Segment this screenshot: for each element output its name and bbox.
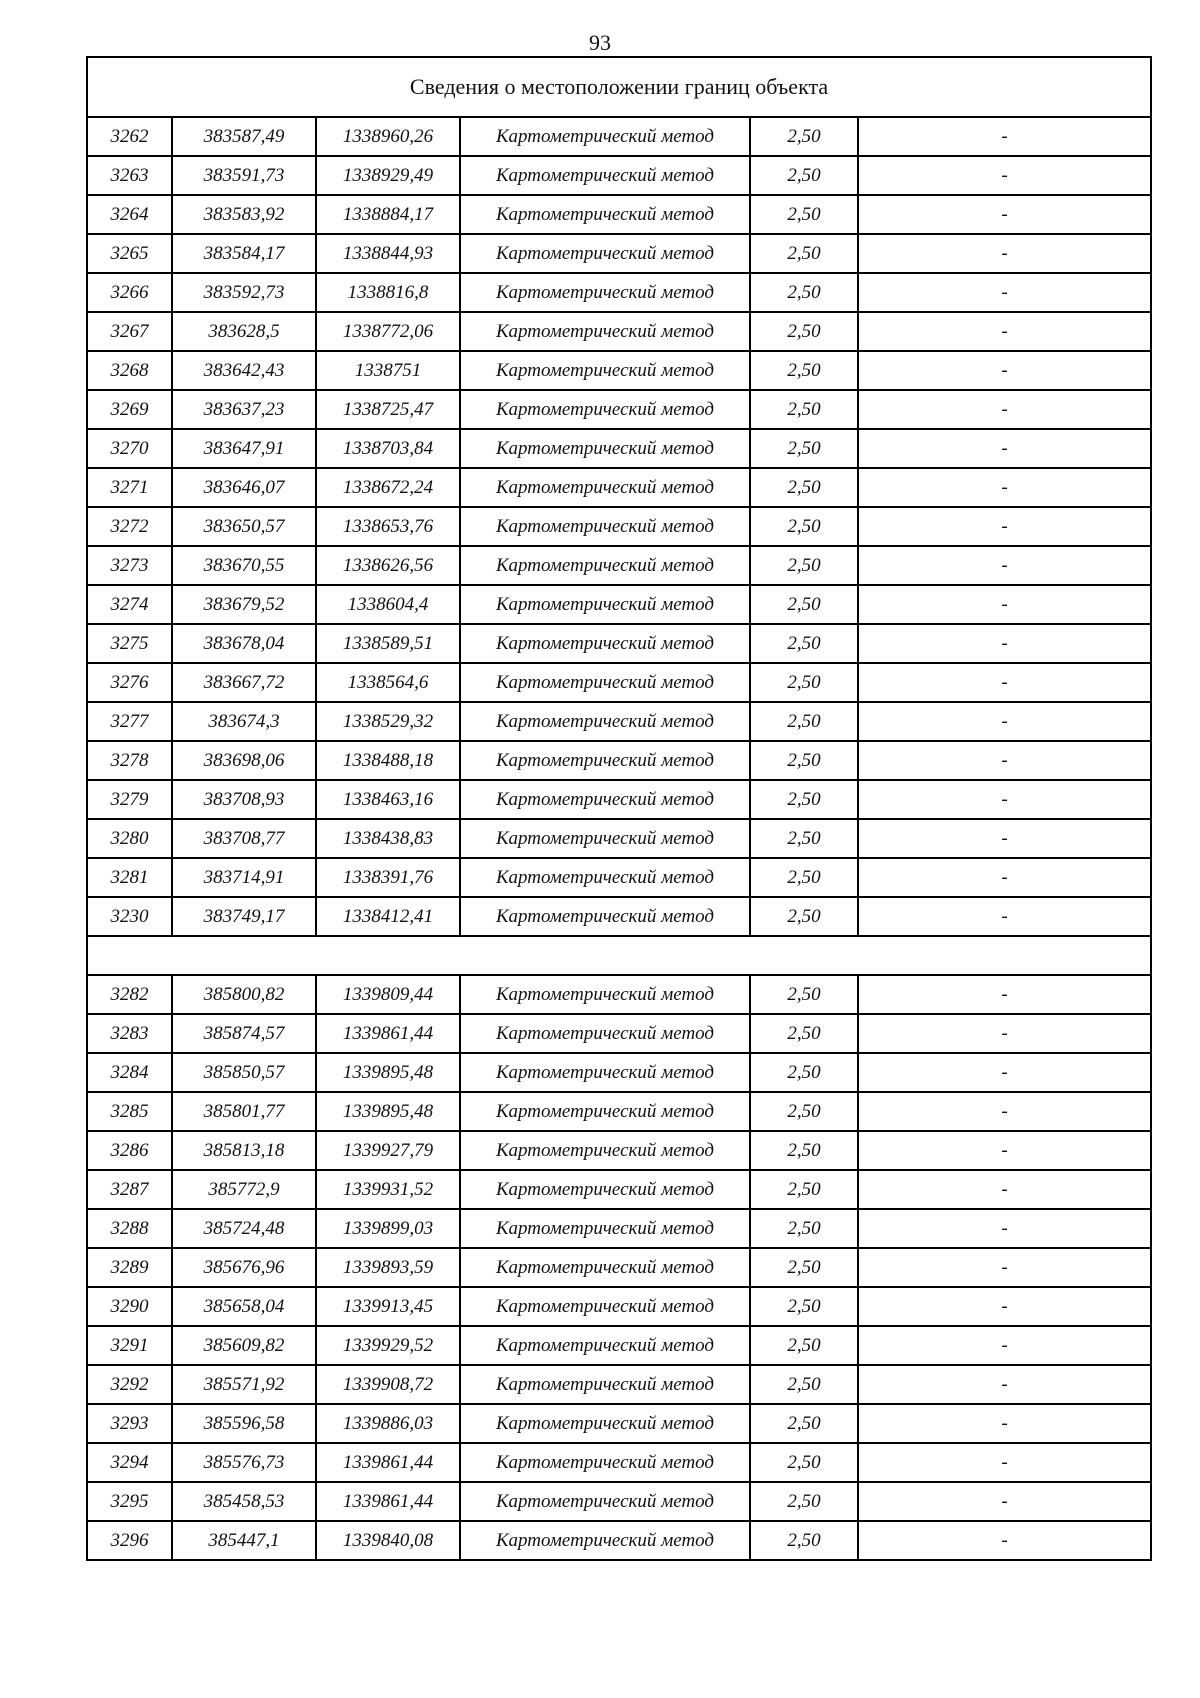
accuracy-cell: 2,50	[750, 1482, 858, 1521]
table-row	[87, 1209, 1151, 1248]
description-cell: -	[858, 1365, 1151, 1404]
point-number-cell: 3266	[87, 273, 172, 312]
x-coordinate-cell: 385571,92	[172, 1365, 316, 1404]
description-cell: -	[858, 1248, 1151, 1287]
table-row	[87, 1131, 1151, 1170]
accuracy-cell: 2,50	[750, 546, 858, 585]
description-cell: -	[858, 1014, 1151, 1053]
point-number-cell: 3296	[87, 1521, 172, 1560]
accuracy-cell: 2,50	[750, 1053, 858, 1092]
description-cell: -	[858, 234, 1151, 273]
point-number-cell: 3290	[87, 1287, 172, 1326]
x-coordinate-cell: 383642,43	[172, 351, 316, 390]
method-cell: Картометрический метод	[460, 273, 750, 312]
x-coordinate-cell: 385576,73	[172, 1443, 316, 1482]
description-cell: -	[858, 507, 1151, 546]
point-number-cell: 3275	[87, 624, 172, 663]
description-cell: -	[858, 1482, 1151, 1521]
description-cell: -	[858, 1326, 1151, 1365]
point-number-cell: 3277	[87, 702, 172, 741]
table-row	[87, 663, 1151, 702]
point-number-cell: 3264	[87, 195, 172, 234]
x-coordinate-cell: 383592,73	[172, 273, 316, 312]
point-number-cell: 3282	[87, 975, 172, 1014]
page-number: 93	[589, 30, 611, 55]
x-coordinate-cell: 383749,17	[172, 897, 316, 936]
table-row	[87, 1326, 1151, 1365]
x-coordinate-cell: 385874,57	[172, 1014, 316, 1053]
y-coordinate-cell: 1338564,6	[316, 663, 460, 702]
table-row	[87, 195, 1151, 234]
y-coordinate-cell: 1339929,52	[316, 1326, 460, 1365]
method-cell: Картометрический метод	[460, 1404, 750, 1443]
description-cell: -	[858, 1053, 1151, 1092]
accuracy-cell: 2,50	[750, 1248, 858, 1287]
table-row	[87, 234, 1151, 273]
point-number-cell: 3294	[87, 1443, 172, 1482]
y-coordinate-cell: 1339840,08	[316, 1521, 460, 1560]
description-cell: -	[858, 273, 1151, 312]
table-row	[87, 468, 1151, 507]
accuracy-cell: 2,50	[750, 624, 858, 663]
description-cell: -	[858, 468, 1151, 507]
point-number-cell: 3289	[87, 1248, 172, 1287]
x-coordinate-cell: 383628,5	[172, 312, 316, 351]
point-number-cell: 3284	[87, 1053, 172, 1092]
table-title: Сведения о местоположении границ объекта	[87, 57, 1151, 117]
y-coordinate-cell: 1339861,44	[316, 1482, 460, 1521]
table-row	[87, 1482, 1151, 1521]
accuracy-cell: 2,50	[750, 1287, 858, 1326]
y-coordinate-cell: 1338751	[316, 351, 460, 390]
y-coordinate-cell: 1339809,44	[316, 975, 460, 1014]
method-cell: Картометрический метод	[460, 897, 750, 936]
section-separator-cell	[87, 936, 1151, 975]
y-coordinate-cell: 1338844,93	[316, 234, 460, 273]
x-coordinate-cell: 385800,82	[172, 975, 316, 1014]
x-coordinate-cell: 383708,77	[172, 819, 316, 858]
x-coordinate-cell: 383679,52	[172, 585, 316, 624]
y-coordinate-cell: 1339886,03	[316, 1404, 460, 1443]
method-cell: Картометрический метод	[460, 1209, 750, 1248]
point-number-cell: 3279	[87, 780, 172, 819]
method-cell: Картометрический метод	[460, 117, 750, 156]
point-number-cell: 3293	[87, 1404, 172, 1443]
method-cell: Картометрический метод	[460, 429, 750, 468]
description-cell: -	[858, 390, 1151, 429]
method-cell: Картометрический метод	[460, 702, 750, 741]
y-coordinate-cell: 1339927,79	[316, 1131, 460, 1170]
accuracy-cell: 2,50	[750, 741, 858, 780]
y-coordinate-cell: 1338884,17	[316, 195, 460, 234]
y-coordinate-cell: 1339895,48	[316, 1053, 460, 1092]
y-coordinate-cell: 1338438,83	[316, 819, 460, 858]
table-row	[87, 819, 1151, 858]
y-coordinate-cell: 1338529,32	[316, 702, 460, 741]
x-coordinate-cell: 385447,1	[172, 1521, 316, 1560]
table-row	[87, 507, 1151, 546]
y-coordinate-cell: 1338725,47	[316, 390, 460, 429]
table-row	[87, 897, 1151, 936]
x-coordinate-cell: 385724,48	[172, 1209, 316, 1248]
table-row	[87, 780, 1151, 819]
table-row	[87, 117, 1151, 156]
y-coordinate-cell: 1339861,44	[316, 1443, 460, 1482]
y-coordinate-cell: 1338929,49	[316, 156, 460, 195]
accuracy-cell: 2,50	[750, 195, 858, 234]
accuracy-cell: 2,50	[750, 312, 858, 351]
point-number-cell: 3283	[87, 1014, 172, 1053]
description-cell: -	[858, 702, 1151, 741]
accuracy-cell: 2,50	[750, 1209, 858, 1248]
description-cell: -	[858, 624, 1151, 663]
y-coordinate-cell: 1338391,76	[316, 858, 460, 897]
accuracy-cell: 2,50	[750, 780, 858, 819]
point-number-cell: 3273	[87, 546, 172, 585]
y-coordinate-cell: 1338626,56	[316, 546, 460, 585]
point-number-cell: 3268	[87, 351, 172, 390]
point-number-cell: 3281	[87, 858, 172, 897]
x-coordinate-cell: 385658,04	[172, 1287, 316, 1326]
table-row	[87, 975, 1151, 1014]
point-number-cell: 3278	[87, 741, 172, 780]
description-cell: -	[858, 858, 1151, 897]
point-number-cell: 3262	[87, 117, 172, 156]
point-number-cell: 3265	[87, 234, 172, 273]
accuracy-cell: 2,50	[750, 1170, 858, 1209]
x-coordinate-cell: 385772,9	[172, 1170, 316, 1209]
point-number-cell: 3276	[87, 663, 172, 702]
point-number-cell: 3291	[87, 1326, 172, 1365]
table-row	[87, 624, 1151, 663]
description-cell: -	[858, 1404, 1151, 1443]
point-number-cell: 3280	[87, 819, 172, 858]
description-cell: -	[858, 585, 1151, 624]
point-number-cell: 3274	[87, 585, 172, 624]
description-cell: -	[858, 546, 1151, 585]
table-row	[87, 702, 1151, 741]
table-row	[87, 1443, 1151, 1482]
table-row	[87, 156, 1151, 195]
x-coordinate-cell: 383667,72	[172, 663, 316, 702]
x-coordinate-cell: 385850,57	[172, 1053, 316, 1092]
x-coordinate-cell: 383708,93	[172, 780, 316, 819]
table-row	[87, 273, 1151, 312]
method-cell: Картометрический метод	[460, 741, 750, 780]
table-row	[87, 390, 1151, 429]
accuracy-cell: 2,50	[750, 1131, 858, 1170]
description-cell: -	[858, 1092, 1151, 1131]
x-coordinate-cell: 383646,07	[172, 468, 316, 507]
x-coordinate-cell: 383650,57	[172, 507, 316, 546]
accuracy-cell: 2,50	[750, 429, 858, 468]
accuracy-cell: 2,50	[750, 1521, 858, 1560]
method-cell: Картометрический метод	[460, 1092, 750, 1131]
method-cell: Картометрический метод	[460, 312, 750, 351]
section-separator-row	[87, 936, 1151, 975]
x-coordinate-cell: 385596,58	[172, 1404, 316, 1443]
table-row	[87, 741, 1151, 780]
y-coordinate-cell: 1339861,44	[316, 1014, 460, 1053]
description-cell: -	[858, 1209, 1151, 1248]
point-number-cell: 3286	[87, 1131, 172, 1170]
method-cell: Картометрический метод	[460, 819, 750, 858]
y-coordinate-cell: 1338653,76	[316, 507, 460, 546]
method-cell: Картометрический метод	[460, 234, 750, 273]
table-row	[87, 585, 1151, 624]
description-cell: -	[858, 156, 1151, 195]
y-coordinate-cell: 1339931,52	[316, 1170, 460, 1209]
y-coordinate-cell: 1338772,06	[316, 312, 460, 351]
description-cell: -	[858, 780, 1151, 819]
y-coordinate-cell: 1338488,18	[316, 741, 460, 780]
x-coordinate-cell: 383674,3	[172, 702, 316, 741]
y-coordinate-cell: 1339913,45	[316, 1287, 460, 1326]
x-coordinate-cell: 383637,23	[172, 390, 316, 429]
table-row	[87, 1053, 1151, 1092]
description-cell: -	[858, 975, 1151, 1014]
accuracy-cell: 2,50	[750, 585, 858, 624]
accuracy-cell: 2,50	[750, 1014, 858, 1053]
description-cell: -	[858, 1170, 1151, 1209]
method-cell: Картометрический метод	[460, 546, 750, 585]
y-coordinate-cell: 1338589,51	[316, 624, 460, 663]
table-row	[87, 1092, 1151, 1131]
description-cell: -	[858, 117, 1151, 156]
accuracy-cell: 2,50	[750, 1404, 858, 1443]
table-row	[87, 312, 1151, 351]
accuracy-cell: 2,50	[750, 117, 858, 156]
table-row	[87, 1170, 1151, 1209]
accuracy-cell: 2,50	[750, 1092, 858, 1131]
x-coordinate-cell: 383584,17	[172, 234, 316, 273]
accuracy-cell: 2,50	[750, 156, 858, 195]
method-cell: Картометрический метод	[460, 1521, 750, 1560]
x-coordinate-cell: 383670,55	[172, 546, 316, 585]
x-coordinate-cell: 383583,92	[172, 195, 316, 234]
y-coordinate-cell: 1338816,8	[316, 273, 460, 312]
method-cell: Картометрический метод	[460, 624, 750, 663]
point-number-cell: 3230	[87, 897, 172, 936]
method-cell: Картометрический метод	[460, 390, 750, 429]
y-coordinate-cell: 1338412,41	[316, 897, 460, 936]
method-cell: Картометрический метод	[460, 1053, 750, 1092]
accuracy-cell: 2,50	[750, 390, 858, 429]
x-coordinate-cell: 385676,96	[172, 1248, 316, 1287]
method-cell: Картометрический метод	[460, 507, 750, 546]
description-cell: -	[858, 897, 1151, 936]
accuracy-cell: 2,50	[750, 975, 858, 1014]
x-coordinate-cell: 383714,91	[172, 858, 316, 897]
accuracy-cell: 2,50	[750, 468, 858, 507]
x-coordinate-cell: 385813,18	[172, 1131, 316, 1170]
y-coordinate-cell: 1338604,4	[316, 585, 460, 624]
description-cell: -	[858, 819, 1151, 858]
table-row	[87, 1404, 1151, 1443]
method-cell: Картометрический метод	[460, 1482, 750, 1521]
accuracy-cell: 2,50	[750, 702, 858, 741]
method-cell: Картометрический метод	[460, 663, 750, 702]
accuracy-cell: 2,50	[750, 273, 858, 312]
description-cell: -	[858, 663, 1151, 702]
point-number-cell: 3295	[87, 1482, 172, 1521]
point-number-cell: 3285	[87, 1092, 172, 1131]
x-coordinate-cell: 383587,49	[172, 117, 316, 156]
method-cell: Картометрический метод	[460, 351, 750, 390]
accuracy-cell: 2,50	[750, 507, 858, 546]
table-row	[87, 546, 1151, 585]
y-coordinate-cell: 1338672,24	[316, 468, 460, 507]
x-coordinate-cell: 385458,53	[172, 1482, 316, 1521]
method-cell: Картометрический метод	[460, 1170, 750, 1209]
point-number-cell: 3287	[87, 1170, 172, 1209]
method-cell: Картометрический метод	[460, 468, 750, 507]
point-number-cell: 3288	[87, 1209, 172, 1248]
point-number-cell: 3263	[87, 156, 172, 195]
description-cell: -	[858, 1521, 1151, 1560]
table-row	[87, 1287, 1151, 1326]
table-row	[87, 1014, 1151, 1053]
accuracy-cell: 2,50	[750, 819, 858, 858]
point-number-cell: 3292	[87, 1365, 172, 1404]
method-cell: Картометрический метод	[460, 1131, 750, 1170]
accuracy-cell: 2,50	[750, 858, 858, 897]
point-number-cell: 3272	[87, 507, 172, 546]
method-cell: Картометрический метод	[460, 195, 750, 234]
accuracy-cell: 2,50	[750, 1326, 858, 1365]
description-cell: -	[858, 429, 1151, 468]
x-coordinate-cell: 383647,91	[172, 429, 316, 468]
method-cell: Картометрический метод	[460, 585, 750, 624]
x-coordinate-cell: 383591,73	[172, 156, 316, 195]
method-cell: Картометрический метод	[460, 1014, 750, 1053]
method-cell: Картометрический метод	[460, 780, 750, 819]
x-coordinate-cell: 385609,82	[172, 1326, 316, 1365]
y-coordinate-cell: 1339893,59	[316, 1248, 460, 1287]
y-coordinate-cell: 1338463,16	[316, 780, 460, 819]
x-coordinate-cell: 385801,77	[172, 1092, 316, 1131]
point-number-cell: 3267	[87, 312, 172, 351]
accuracy-cell: 2,50	[750, 1443, 858, 1482]
point-number-cell: 3270	[87, 429, 172, 468]
table-row	[87, 351, 1151, 390]
description-cell: -	[858, 1287, 1151, 1326]
description-cell: -	[858, 351, 1151, 390]
x-coordinate-cell: 383698,06	[172, 741, 316, 780]
y-coordinate-cell: 1339895,48	[316, 1092, 460, 1131]
method-cell: Картометрический метод	[460, 1365, 750, 1404]
method-cell: Картометрический метод	[460, 156, 750, 195]
table-body	[87, 57, 1151, 1560]
table-row	[87, 858, 1151, 897]
accuracy-cell: 2,50	[750, 663, 858, 702]
description-cell: -	[858, 195, 1151, 234]
method-cell: Картометрический метод	[460, 1326, 750, 1365]
description-cell: -	[858, 312, 1151, 351]
method-cell: Картометрический метод	[460, 1248, 750, 1287]
method-cell: Картометрический метод	[460, 1287, 750, 1326]
table-row	[87, 1365, 1151, 1404]
description-cell: -	[858, 1443, 1151, 1482]
table-row	[87, 429, 1151, 468]
accuracy-cell: 2,50	[750, 351, 858, 390]
accuracy-cell: 2,50	[750, 234, 858, 273]
description-cell: -	[858, 1131, 1151, 1170]
point-number-cell: 3269	[87, 390, 172, 429]
table-row	[87, 1521, 1151, 1560]
y-coordinate-cell: 1338703,84	[316, 429, 460, 468]
accuracy-cell: 2,50	[750, 897, 858, 936]
x-coordinate-cell: 383678,04	[172, 624, 316, 663]
method-cell: Картометрический метод	[460, 1443, 750, 1482]
y-coordinate-cell: 1339908,72	[316, 1365, 460, 1404]
table-header-row	[87, 57, 1151, 117]
method-cell: Картометрический метод	[460, 975, 750, 1014]
boundary-coordinates-table	[86, 56, 1152, 1561]
method-cell: Картометрический метод	[460, 858, 750, 897]
description-cell: -	[858, 741, 1151, 780]
point-number-cell: 3271	[87, 468, 172, 507]
y-coordinate-cell: 1339899,03	[316, 1209, 460, 1248]
accuracy-cell: 2,50	[750, 1365, 858, 1404]
y-coordinate-cell: 1338960,26	[316, 117, 460, 156]
table-row	[87, 1248, 1151, 1287]
